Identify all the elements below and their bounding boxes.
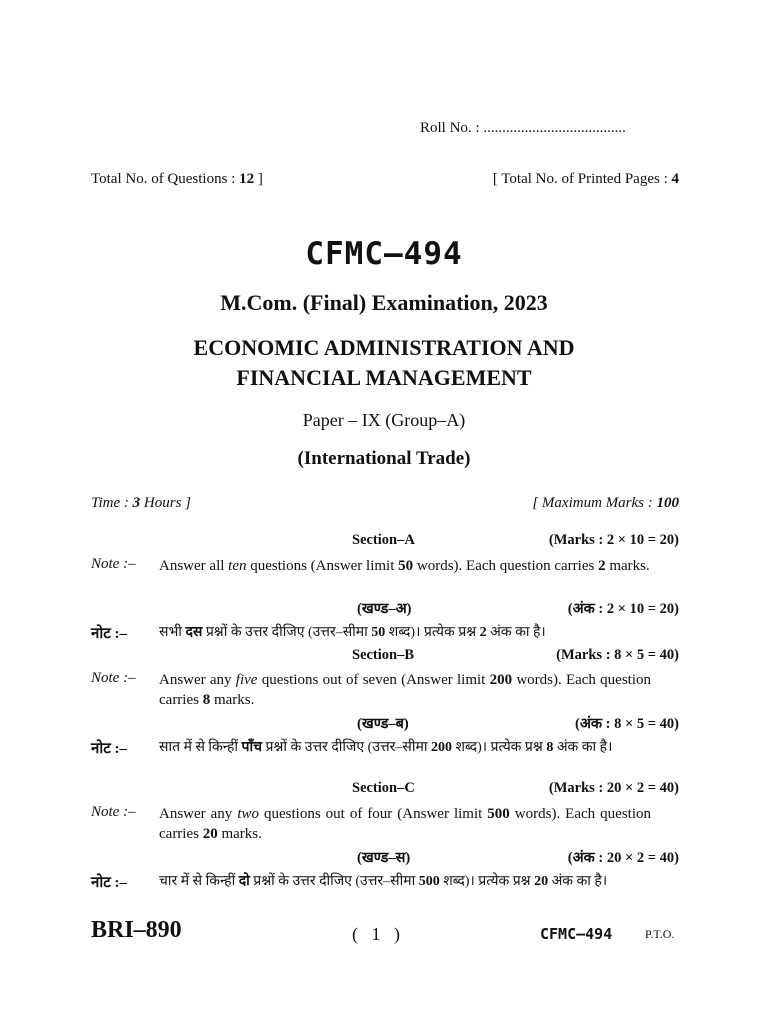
time-unit: Hours ] <box>143 495 192 511</box>
note-emphasis: ten <box>228 558 247 574</box>
marks-per-question: 2 <box>598 558 606 574</box>
word-limit: 50 <box>398 558 414 574</box>
section-b-note <box>159 670 651 710</box>
note-emphasis: two <box>237 806 259 822</box>
note-text: Answer any <box>159 806 238 822</box>
roll-number: Roll No. : ...................................... <box>420 120 626 136</box>
word-limit: 200 <box>430 740 452 755</box>
subject-title <box>0 333 768 393</box>
section-c-hindi-title: (खण्ड–स) <box>357 850 411 866</box>
total-questions <box>91 171 263 188</box>
note-text: अंक का है। <box>553 740 613 755</box>
note-text: words). Each question carries <box>159 806 651 842</box>
note-text: Answer all <box>159 558 229 574</box>
note-text: प्रश्नों के उत्तर दीजिए (उत्तर–सीमा <box>262 740 431 755</box>
printed-pages <box>493 171 679 188</box>
max-marks-label: [ Maximum Marks : <box>532 495 653 511</box>
exam-title: M.Com. (Final) Examination, 2023 <box>220 290 548 315</box>
note-text: शब्द)। प्रत्येक प्रश्न <box>439 874 535 889</box>
total-questions-close: ] <box>257 171 263 187</box>
note-emphasis: five <box>235 672 258 688</box>
note-text: शब्द)। प्रत्येक प्रश्न <box>451 740 547 755</box>
section-a-hindi-note-label: नोट :– <box>91 626 128 642</box>
section-b-title: Section–B <box>352 647 415 663</box>
marks-per-question: 8 <box>546 740 554 755</box>
note-text: words). Each question carries <box>159 672 651 708</box>
note-emphasis: पाँच <box>241 740 262 755</box>
page-number: ( 1 ) <box>352 924 400 944</box>
note-emphasis: दो <box>238 874 250 889</box>
section-c-hindi-note-label: नोट :– <box>91 875 128 891</box>
section-b-marks: (Marks : 8 × 5 = 40) <box>556 647 679 663</box>
section-b-hindi-note <box>159 738 651 758</box>
marks-per-question: 20 <box>202 826 218 842</box>
paper-code: CFMC–494 <box>305 236 463 272</box>
paper-topic: (International Trade) <box>297 448 471 469</box>
section-c-hindi-marks: (अंक : 20 × 2 = 40) <box>567 850 679 866</box>
time-label: Time : <box>91 495 129 511</box>
note-text: अंक का है। <box>486 625 546 640</box>
note-text: questions out of seven (Answer limit <box>257 672 490 688</box>
note-text: marks. <box>217 826 262 842</box>
section-b-hindi-marks: (अंक : 8 × 5 = 40) <box>575 716 679 732</box>
time-allowed <box>91 495 191 512</box>
note-text: सभी <box>159 625 186 640</box>
section-c-hindi-note <box>159 872 651 892</box>
section-a-title: Section–A <box>352 532 415 548</box>
subject-line-2: FINANCIAL MANAGEMENT <box>236 365 532 390</box>
note-text: प्रश्नों के उत्तर दीजिए (उत्तर–सीमा <box>202 625 372 640</box>
note-text: questions out of four (Answer limit <box>259 806 488 822</box>
section-a-hindi-marks: (अंक : 2 × 10 = 20) <box>567 601 679 617</box>
footer-code-right: CFMC–494 <box>540 925 613 943</box>
footer-code-left: BRI–890 <box>91 917 182 943</box>
section-c-marks: (Marks : 20 × 2 = 40) <box>548 780 679 796</box>
note-text: अंक का है। <box>548 874 608 889</box>
note-text: सात में से किन्हीं <box>159 740 242 755</box>
note-text: questions (Answer limit <box>246 558 399 574</box>
section-a-marks: (Marks : 2 × 10 = 20) <box>548 532 679 548</box>
note-text: marks. <box>605 558 650 574</box>
maximum-marks <box>532 495 679 512</box>
note-text: marks. <box>210 692 255 708</box>
word-limit: 500 <box>487 806 510 822</box>
total-questions-value: 12 <box>239 171 255 187</box>
note-text: Answer any <box>159 672 236 688</box>
section-a-note-label: Note :– <box>91 556 136 572</box>
pto-label: P.T.O. <box>645 927 675 941</box>
marks-per-question: 20 <box>534 874 549 889</box>
word-limit: 50 <box>371 625 386 640</box>
word-limit: 500 <box>418 874 440 889</box>
max-marks-value: 100 <box>656 495 679 511</box>
section-a-hindi-title: (खण्ड–अ) <box>357 601 412 617</box>
section-b-hindi-title: (खण्ड–ब) <box>357 716 409 732</box>
printed-pages-value: 4 <box>671 171 679 187</box>
total-questions-label: Total No. of Questions : <box>91 171 236 187</box>
note-text: चार में से किन्हीं <box>159 874 239 889</box>
time-value: 3 <box>132 495 141 511</box>
section-c-title: Section–C <box>352 780 415 796</box>
section-b-hindi-note-label: नोट :– <box>91 741 128 757</box>
paper-number: Paper – IX (Group–A) <box>302 410 466 430</box>
word-limit: 200 <box>489 672 513 688</box>
note-text: words). Each question carries <box>413 558 599 574</box>
note-text: शब्द)। प्रत्येक प्रश्न <box>385 625 480 640</box>
note-text: प्रश्नों के उत्तर दीजिए (उत्तर–सीमा <box>249 874 419 889</box>
section-a-hindi-note <box>159 623 651 643</box>
marks-per-question: 2 <box>479 625 487 640</box>
section-c-note-label: Note :– <box>91 804 136 820</box>
note-emphasis: दस <box>185 625 203 640</box>
section-c-note <box>159 804 651 844</box>
subject-line-1: ECONOMIC ADMINISTRATION AND <box>193 335 575 360</box>
section-a-note <box>159 556 651 576</box>
printed-pages-label: [ Total No. of Printed Pages : <box>492 171 668 187</box>
section-b-note-label: Note :– <box>91 670 136 686</box>
marks-per-question: 8 <box>202 692 211 708</box>
